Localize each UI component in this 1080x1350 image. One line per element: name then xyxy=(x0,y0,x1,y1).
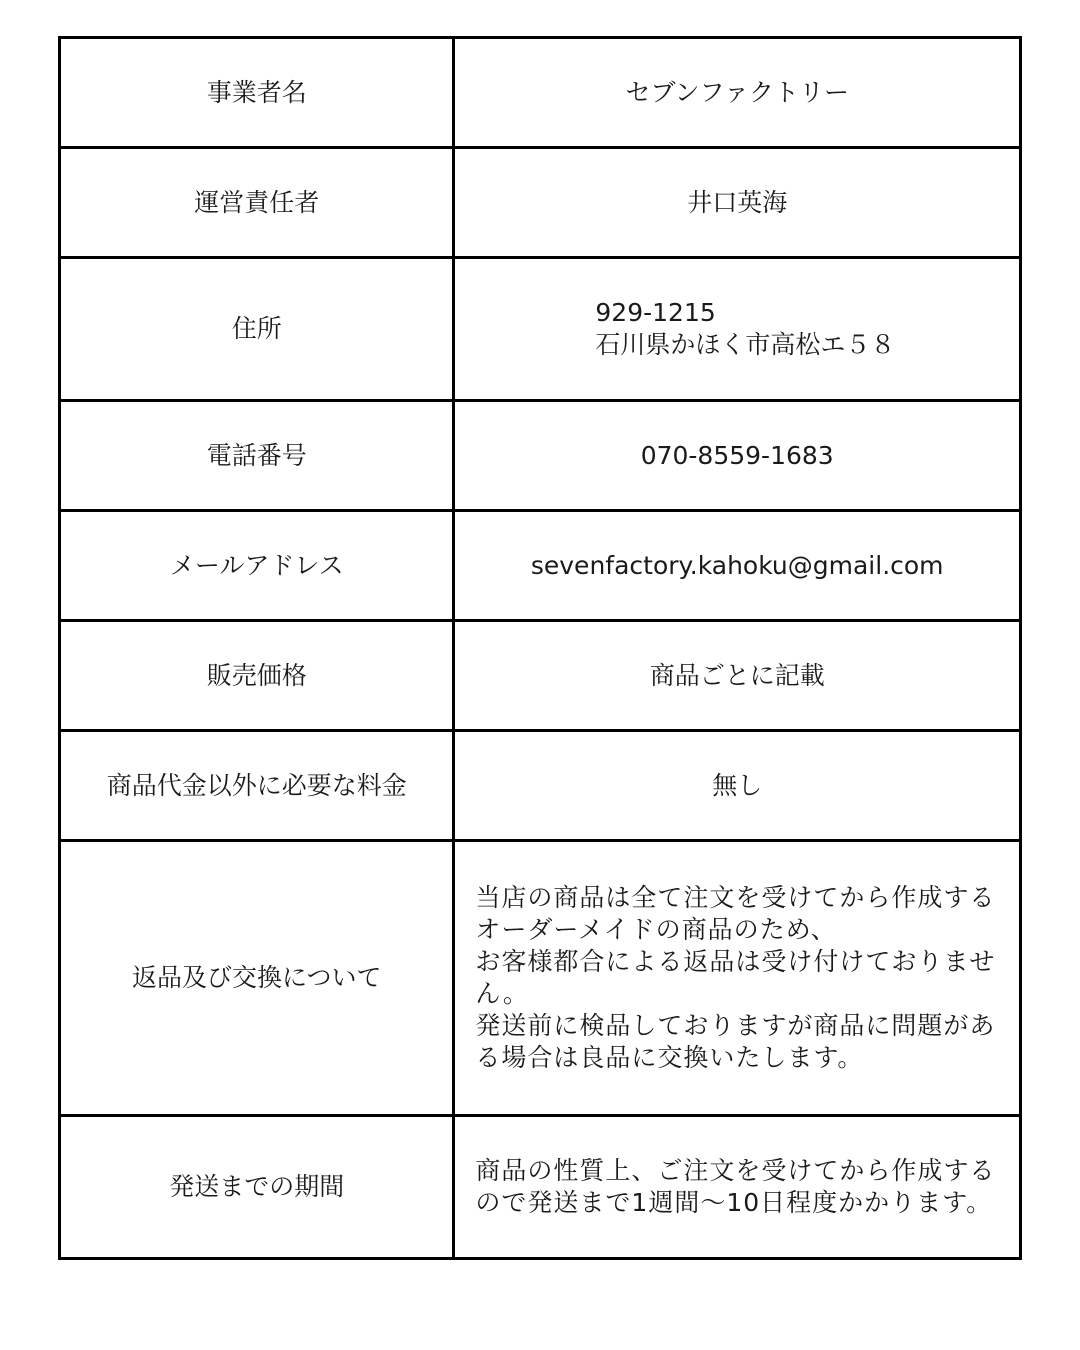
returns-line: 発送前に検品しておりますが商品に問題がある場合は良品に交換いたします。 xyxy=(475,1011,996,1072)
row-label-address: 住所 xyxy=(60,258,454,401)
row-label-extra-fees: 商品代金以外に必要な料金 xyxy=(60,731,454,841)
table-row xyxy=(60,148,1021,258)
row-label-business-name: 事業者名 xyxy=(60,38,454,148)
row-value-shipping-period: 商品の性質上、ご注文を受けてから作成するので発送まで1週間〜10日程度かかります。 xyxy=(454,1116,1021,1259)
returns-line: お客様都合による返品は受け付けておりません。 xyxy=(475,947,996,1008)
row-label-returns: 返品及び交換について xyxy=(60,841,454,1116)
row-label-email: メールアドレス xyxy=(60,511,454,621)
table-row xyxy=(60,258,1021,401)
table-row xyxy=(60,511,1021,621)
row-label-manager: 運営責任者 xyxy=(60,148,454,258)
row-label-price: 販売価格 xyxy=(60,621,454,731)
row-value-phone: 070-8559-1683 xyxy=(454,401,1021,511)
row-value-extra-fees: 無し xyxy=(454,731,1021,841)
returns-line: 当店の商品は全て注文を受けてから作成するオーダーメイドの商品のため、 xyxy=(475,883,996,944)
row-label-phone: 電話番号 xyxy=(60,401,454,511)
row-value-address xyxy=(454,258,1021,401)
table-row xyxy=(60,401,1021,511)
table-row xyxy=(60,38,1021,148)
row-label-shipping-period: 発送までの期間 xyxy=(60,1116,454,1259)
table-row xyxy=(60,1116,1021,1259)
row-value-returns xyxy=(454,841,1021,1116)
row-value-business-name: セブンファクトリー xyxy=(454,38,1021,148)
postal-code: 929-1215 xyxy=(595,298,716,327)
table-row xyxy=(60,731,1021,841)
street-address: 石川県かほく市高松エ５８ xyxy=(595,330,896,359)
table-row xyxy=(60,621,1021,731)
row-value-email: sevenfactory.kahoku@gmail.com xyxy=(454,511,1021,621)
row-value-manager: 井口英海 xyxy=(454,148,1021,258)
row-value-price: 商品ごとに記載 xyxy=(454,621,1021,731)
table-row xyxy=(60,841,1021,1116)
legal-info-table xyxy=(58,36,1022,1260)
